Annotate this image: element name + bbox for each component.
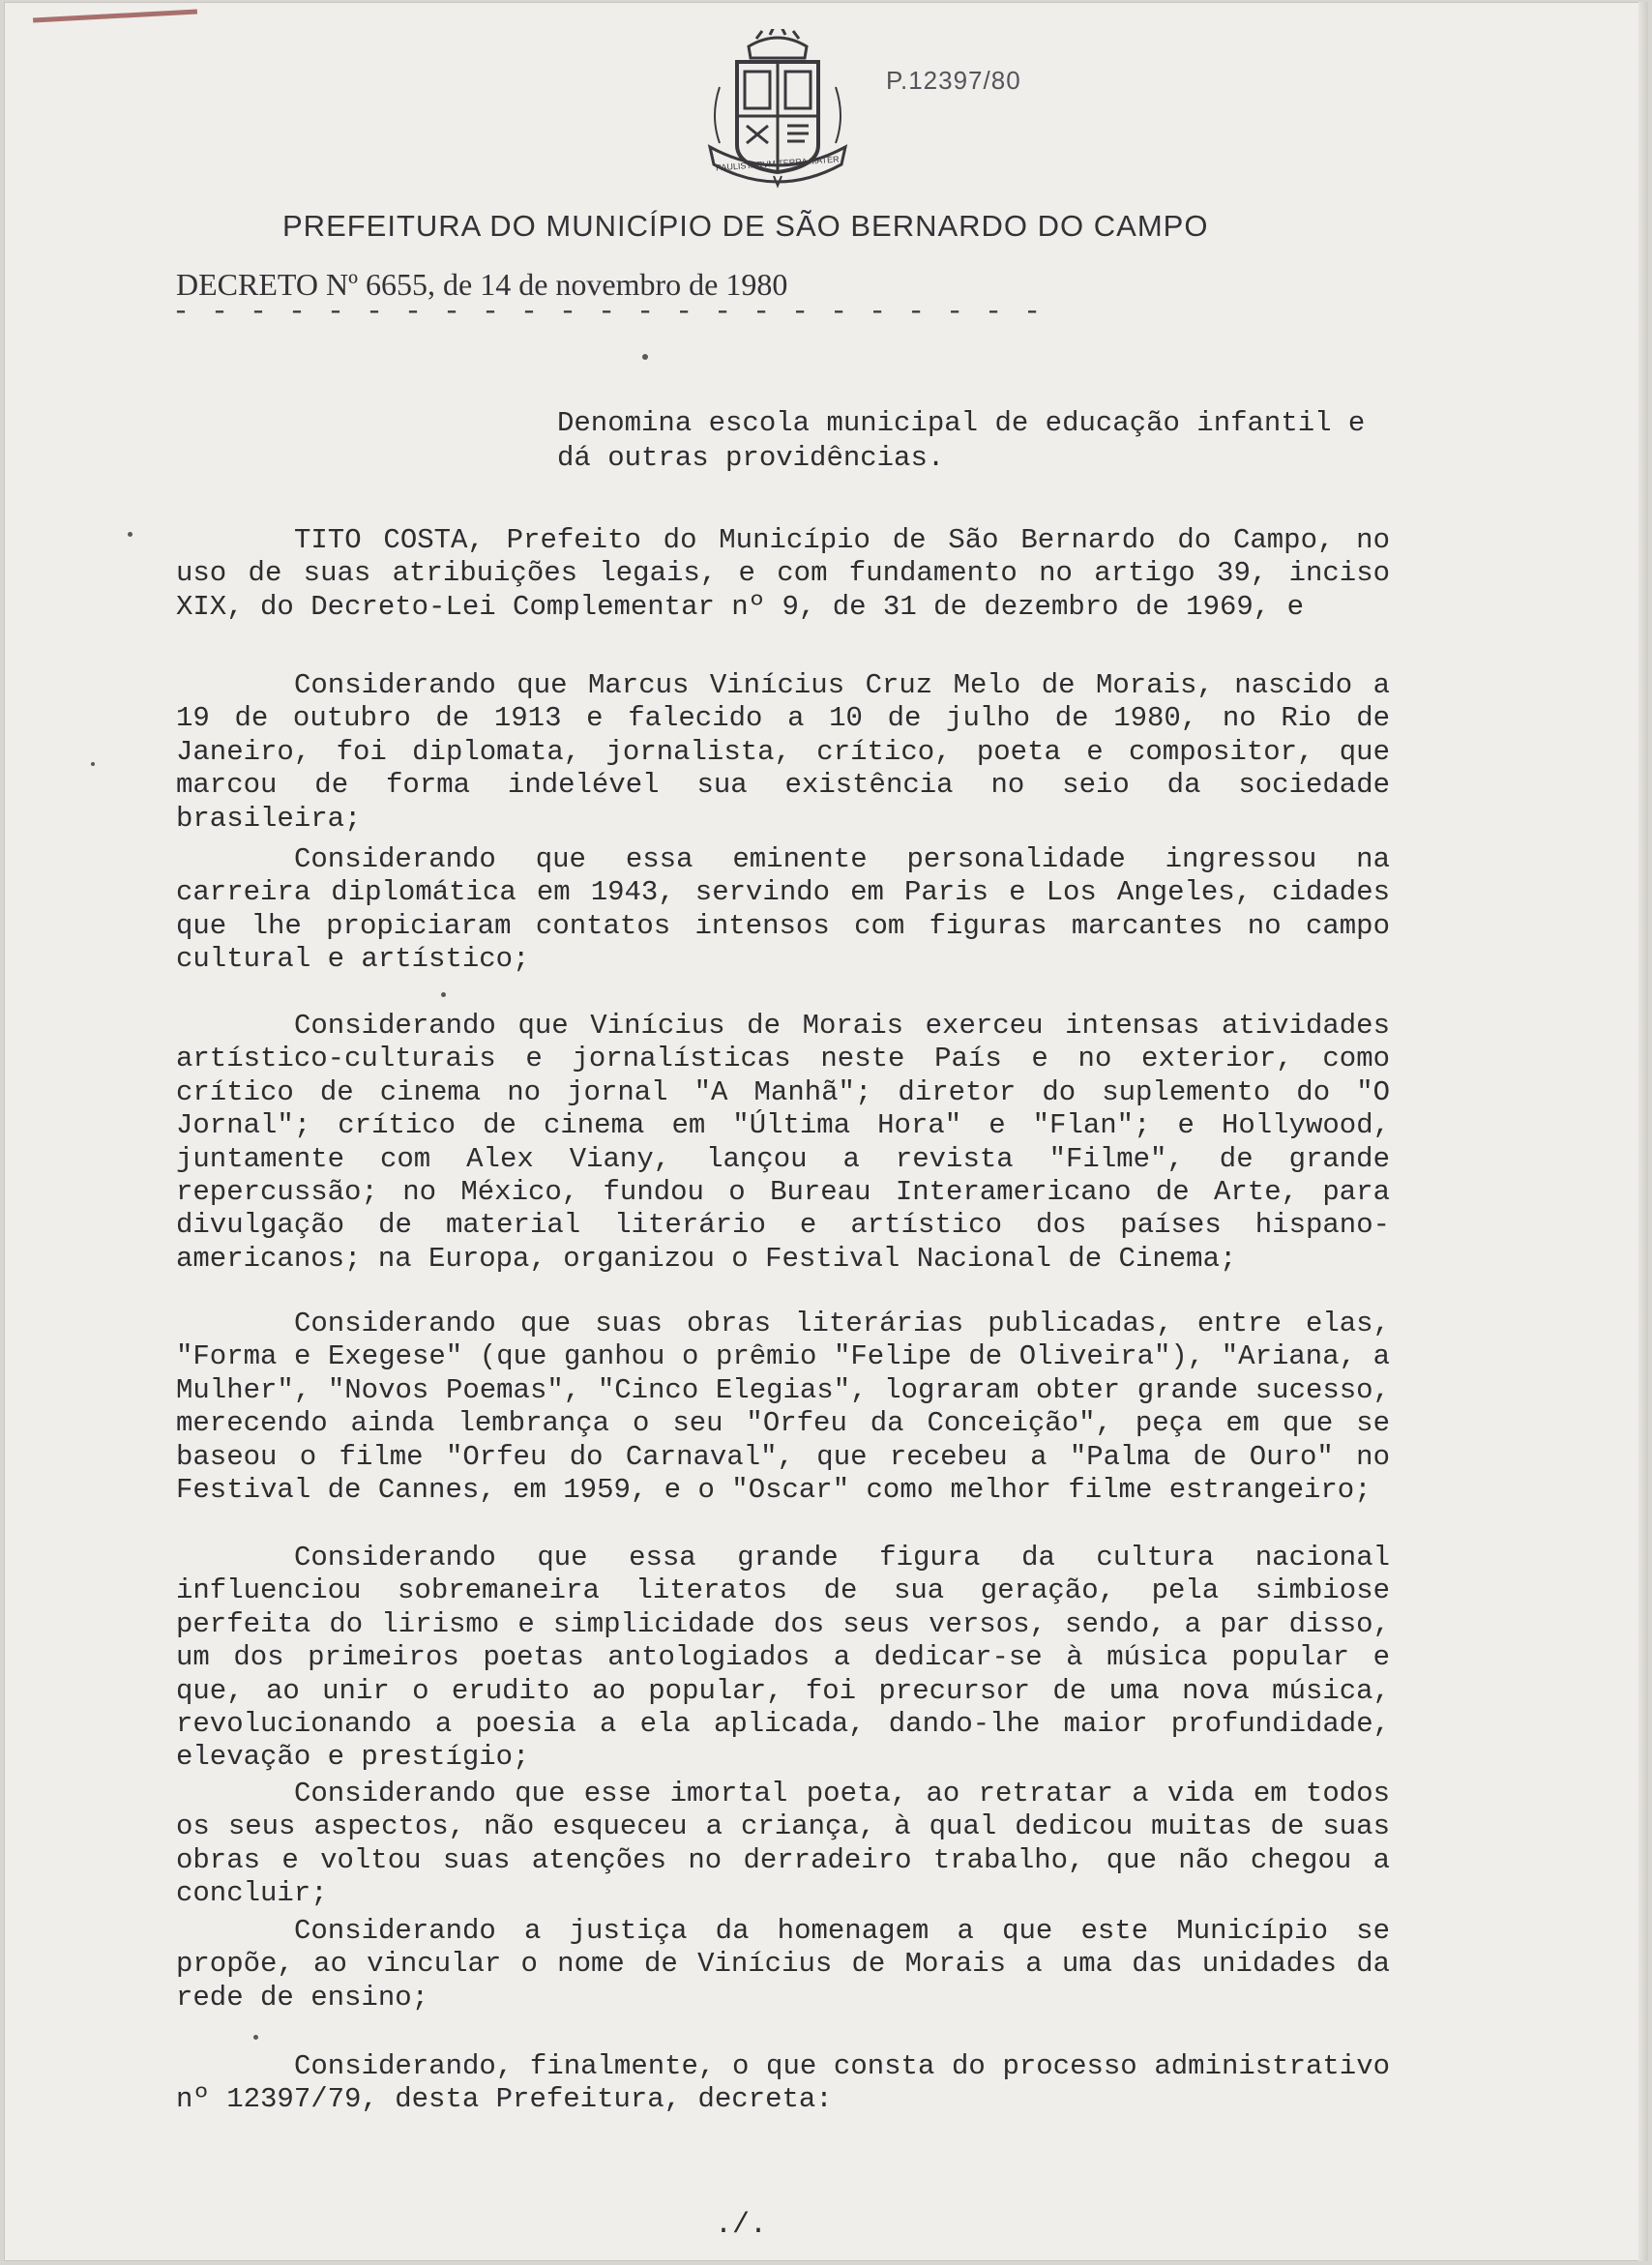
paper-speck	[128, 532, 133, 537]
title-underline: - - - - - - - - - - - - - - - - - - - - - - -	[172, 296, 1044, 329]
paragraph-considering-2: Considerando que essa eminente personalidade ingressou na carreira diplomática em 1943, servindo em Paris e Los Angeles, cidades que lhe propiciaram contatos intensos com figuras marcantes no campo cultural e artístico;	[176, 843, 1390, 976]
page-edge-shadow	[1638, 2, 1648, 2261]
paragraph-considering-7: Considerando a justiça da homenagem a que este Município se propõe, ao vincular o nome de Vinícius de Morais a uma das unidades da rede de ensino;	[176, 1915, 1390, 2014]
decree-summary: Denomina escola municipal de educação infantil e dá outras providências.	[557, 407, 1366, 474]
paragraph-considering-final: Considerando, finalmente, o que consta do processo administrativo nº 12397/79, desta Prefeitura, decreta:	[176, 2050, 1390, 2116]
emblem-motto: PAULISTARVM TERRA MATER	[715, 154, 840, 173]
paragraph-considering-6: Considerando que esse imortal poeta, ao retratar a vida em todos os seus aspectos, não esqueceu a criança, à qual dedicou muitas de suas obras e voltou suas atenções no derradeiro trabalho, que não chegou a concluir;	[176, 1778, 1390, 1910]
paragraph-considering-3: Considerando que Vinícius de Morais exerceu intensas atividades artístico-culturais e jornalísticas neste País e no exterior, como crítico de cinema no jornal "A Manhã"; diretor do suplemento do "O Jornal"; crítico de cinema em "Última Hora" e "Flan"; e Hollywood, juntamente com Alex Viany, lançou a revista "Filme", de grande repercussão; no México, fundou o Bureau Interamericano de Arte, para divulgação de material literário e artístico dos países hispano-americanos; na Europa, organizou o Festival Nacional de Cinema;	[176, 1010, 1390, 1275]
process-reference: P.12397/80	[886, 66, 1021, 95]
decree-title: DECRETO Nº 6655, de 14 de novembro de 1980	[176, 267, 788, 302]
paragraph-considering-4: Considerando que suas obras literárias publicadas, entre elas, "Forma e Exegese" (que ganhou o prêmio "Felipe de Oliveira"), "Ariana, a Mulher", "Novos Poemas", "Cinco Elegias", lograram obter grande sucesso, merecendo ainda lembrança o seu "Orfeu da Conceição", peça em que se baseou o filme "Orfeu do Carnaval", que recebeu a "Palma de Ouro" no Festival de Cannes, em 1959, e o "Oscar" como melhor filme estrangeiro;	[176, 1308, 1390, 1507]
paper-speck	[441, 992, 446, 997]
paper-speck	[253, 2035, 258, 2040]
paper-speck	[91, 762, 95, 766]
paragraph-considering-1: Considerando que Marcus Vinícius Cruz Melo de Morais, nascido a 19 de outubro de 1913 e falecido a 10 de julho de 1980, no Rio de Janeiro, foi diplomata, jornalista, crítico, poeta e compositor, que marcou de forma indelével sua existência no seio da sociedade brasileira;	[176, 669, 1390, 835]
ink-mark	[33, 10, 197, 23]
document-page	[4, 2, 1648, 2261]
paragraph-considering-5: Considerando que essa grande figura da cultura nacional influenciou sobremaneira literatos de sua geração, pela simbiose perfeita do lirismo e simplicidade dos seus versos, sendo, a par disso, um dos primeiros poetas antologiados a dedicar-se à música popular e que, ao unir o erudito ao popular, foi precursor de uma nova música, revolucionando a poesia a ela aplicada, dando-lhe maior profundidade, elevação e prestígio;	[176, 1542, 1390, 1774]
page-header: PREFEITURA DO MUNICÍPIO DE SÃO BERNARDO DO CAMPO	[282, 209, 1209, 243]
coat-of-arms-icon	[681, 29, 874, 193]
continuation-mark: ./.	[715, 2209, 768, 2242]
paper-speck	[642, 354, 648, 360]
paragraph-preamble: TITO COSTA, Prefeito do Município de São Bernardo do Campo, no uso de suas atribuições legais, e com fundamento no artigo 39, inciso XIX, do Decreto-Lei Complementar nº 9, de 31 de dezembro de 1969, e	[176, 524, 1390, 623]
